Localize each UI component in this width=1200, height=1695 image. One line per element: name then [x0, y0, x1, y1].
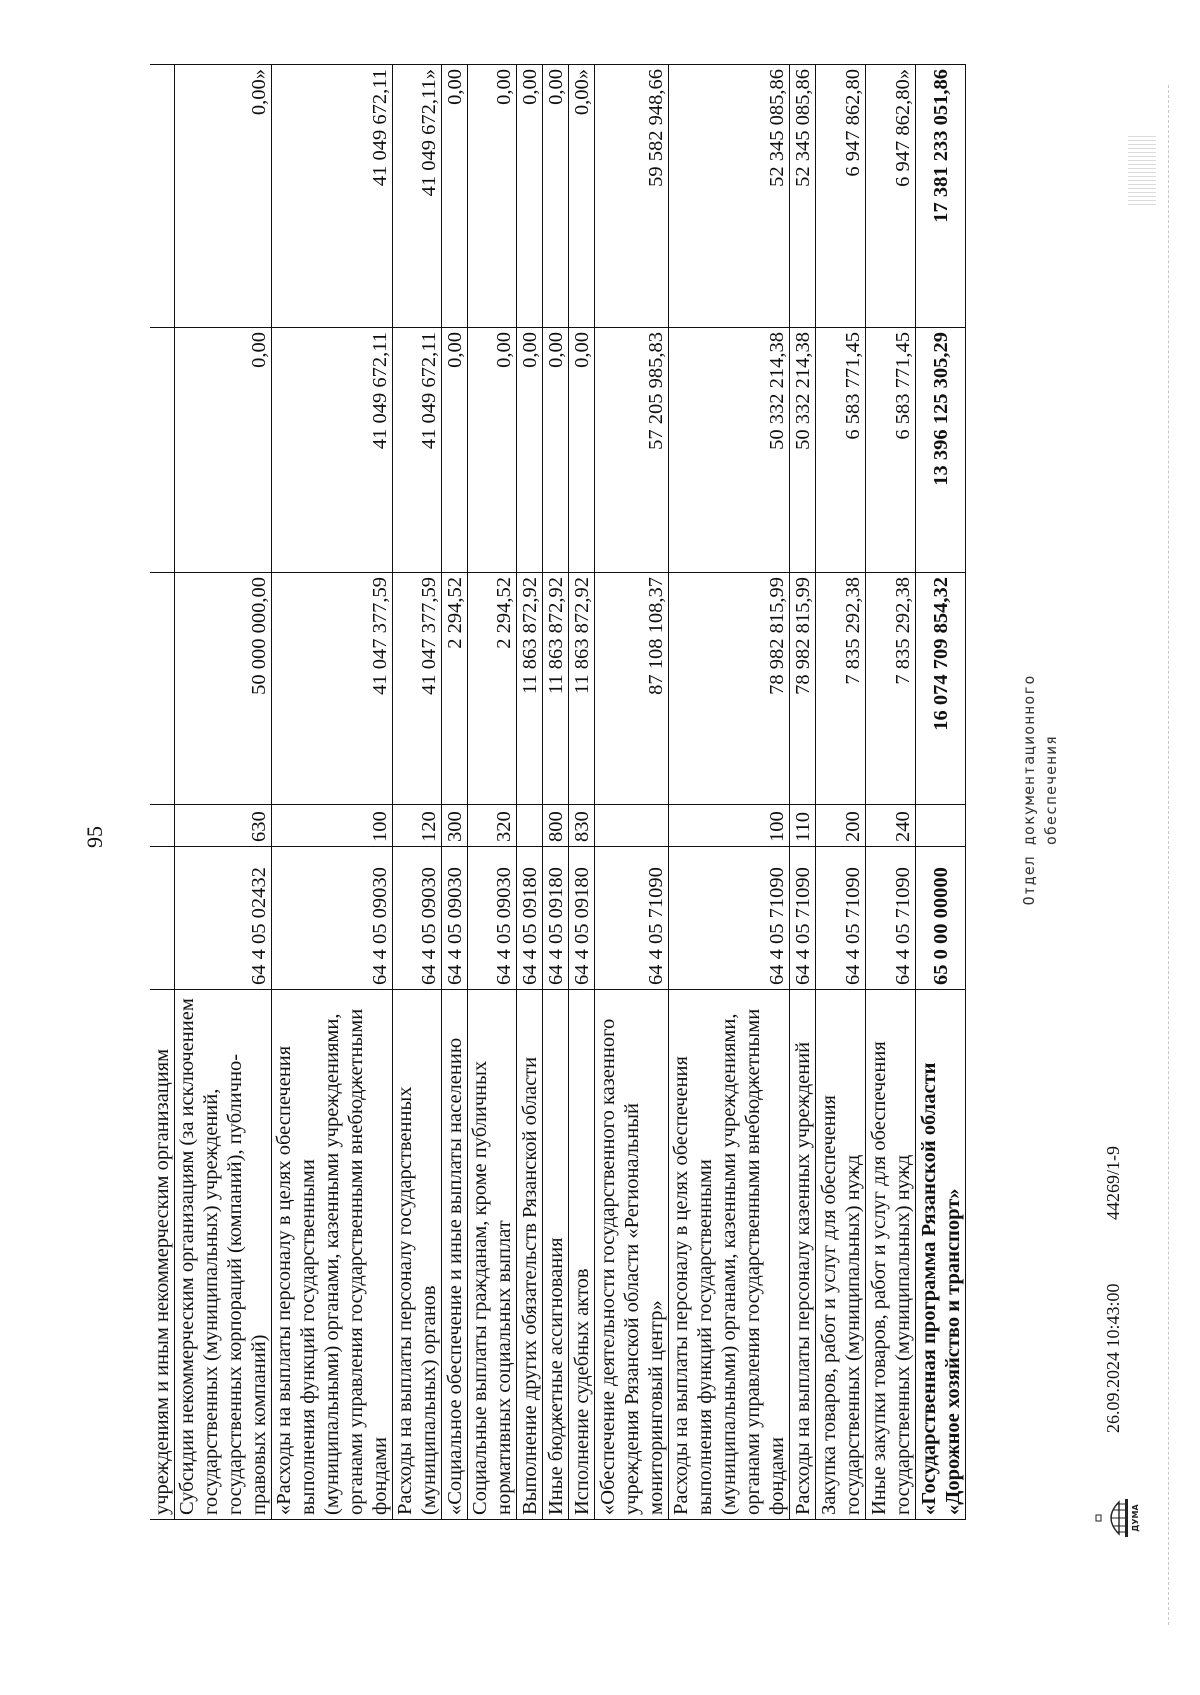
row-vr: 100 — [669, 805, 790, 847]
department-stamp: Отдел документационного обеспечения — [1020, 674, 1060, 906]
table-row — [569, 65, 595, 1520]
row-amount-1 — [150, 573, 175, 805]
table-row — [442, 65, 468, 1520]
duma-logo-icon — [1095, 1496, 1141, 1540]
row-vr: 320 — [468, 805, 517, 847]
row-amount-1: 11 863 872,92 — [543, 573, 569, 805]
row-code: 64 4 05 71090 — [595, 847, 669, 990]
row-amount-1: 7 835 292,38 — [816, 573, 866, 805]
row-code: 64 4 05 09180 — [543, 847, 569, 990]
row-amount-3: 41 049 672,11 — [272, 65, 393, 328]
row-name: Расходы на выплаты персоналу казенных учреждений — [790, 990, 816, 1520]
row-code: 64 4 05 71090 — [790, 847, 816, 990]
row-vr — [517, 805, 543, 847]
row-code: 65 0 00 00000 — [916, 847, 966, 990]
row-amount-2: 41 049 672,11 — [393, 328, 442, 573]
row-amount-1: 41 047 377,59 — [393, 573, 442, 805]
table-row — [595, 65, 669, 1520]
page-number: 95 — [82, 826, 107, 848]
row-amount-2: 0,00 — [468, 328, 517, 573]
table-row — [543, 65, 569, 1520]
scan-edge-line — [1168, 85, 1169, 1625]
table-row — [866, 65, 916, 1520]
table-row — [272, 65, 393, 1520]
row-amount-1: 2 294,52 — [468, 573, 517, 805]
row-amount-1: 87 108 108,37 — [595, 573, 669, 805]
row-amount-2: 50 332 214,38 — [790, 328, 816, 573]
row-amount-3 — [150, 65, 175, 328]
row-amount-2: 57 205 985,83 — [595, 328, 669, 573]
row-name: Иные бюджетные ассигнования — [543, 990, 569, 1520]
table-row — [517, 65, 543, 1520]
row-vr: 120 — [393, 805, 442, 847]
row-amount-3: 0,00» — [569, 65, 595, 328]
row-name: Субсидии некоммерческим организациям (за исключением государственных (муниципальных) учреждений, государственных корпораций (компаний), публично-правовых компаний) — [175, 990, 272, 1520]
row-amount-1: 50 000 000,00 — [175, 573, 272, 805]
budget-table — [150, 64, 966, 1520]
row-amount-3: 59 582 948,66 — [595, 65, 669, 328]
row-vr — [150, 805, 175, 847]
table-row-total — [916, 65, 966, 1520]
row-amount-2: 6 583 771,45 — [866, 328, 916, 573]
row-vr: 800 — [543, 805, 569, 847]
row-code: 64 4 05 09030 — [272, 847, 393, 990]
row-amount-2: 13 396 125 305,29 — [916, 328, 966, 573]
row-vr: 830 — [569, 805, 595, 847]
row-amount-2: 50 332 214,38 — [669, 328, 790, 573]
scan-noise — [1128, 135, 1156, 205]
row-name: Иные закупки товаров, работ и услуг для обеспечения государственных (муниципальных) нужд — [866, 990, 916, 1520]
row-name: Расходы на выплаты персоналу в целях обеспечения выполнения функций государственными (муниципальными) органами, казенными учреждениями, органами управления государственными внебюджетными фондами — [669, 990, 790, 1520]
row-amount-1: 78 982 815,99 — [669, 573, 790, 805]
row-amount-3: 52 345 085,86 — [790, 65, 816, 328]
row-amount-1: 78 982 815,99 — [790, 573, 816, 805]
row-name: Выполнение других обязательств Рязанской области — [517, 990, 543, 1520]
row-code: 64 4 05 02432 — [175, 847, 272, 990]
row-name: «Социальное обеспечение и иные выплаты населению — [442, 990, 468, 1520]
table-row — [175, 65, 272, 1520]
row-amount-1: 16 074 709 854,32 — [916, 573, 966, 805]
stamp-date: 26.09.2024 10:43:00 — [1103, 1283, 1123, 1433]
row-code: 64 4 05 09180 — [517, 847, 543, 990]
row-vr: 200 — [816, 805, 866, 847]
row-name: учреждениям и иным некоммерческим организациям — [150, 990, 175, 1520]
row-amount-2: 41 049 672,11 — [272, 328, 393, 573]
row-code: 64 4 05 71090 — [816, 847, 866, 990]
row-amount-2: 6 583 771,45 — [816, 328, 866, 573]
table-row — [468, 65, 517, 1520]
row-amount-3: 52 345 085,86 — [669, 65, 790, 328]
table-row — [150, 65, 175, 1520]
row-amount-3: 17 381 233 051,86 — [916, 65, 966, 328]
row-name: Социальные выплаты гражданам, кроме публичных нормативных социальных выплат — [468, 990, 517, 1520]
row-amount-1: 2 294,52 — [442, 573, 468, 805]
row-vr — [595, 805, 669, 847]
row-vr: 110 — [790, 805, 816, 847]
row-code: 64 4 05 09180 — [569, 847, 595, 990]
table-row — [790, 65, 816, 1520]
row-code — [150, 847, 175, 990]
row-amount-1: 11 863 872,92 — [569, 573, 595, 805]
stamp-doc-number: 44269/1-9 — [1103, 1146, 1123, 1220]
row-vr — [916, 805, 966, 847]
row-name: «Государственная программа Рязанской области «Дорожное хозяйство и транспорт» — [916, 990, 966, 1520]
row-amount-1: 7 835 292,38 — [866, 573, 916, 805]
row-amount-3: 0,00» — [175, 65, 272, 328]
row-code: 64 4 05 09030 — [393, 847, 442, 990]
row-vr: 630 — [175, 805, 272, 847]
row-name: «Расходы на выплаты персоналу в целях обеспечения выполнения функций государственными (муниципальными) органами, казенными учреждениями, органами управления государственными внебюджетными фондами — [272, 990, 393, 1520]
row-amount-3: 0,00 — [442, 65, 468, 328]
row-name: Закупка товаров, работ и услуг для обеспечения государственных (муниципальных) нужд — [816, 990, 866, 1520]
row-code: 64 4 05 09030 — [468, 847, 517, 990]
row-name: Исполнение судебных актов — [569, 990, 595, 1520]
budget-table-body — [150, 65, 966, 1520]
row-amount-2: 0,00 — [175, 328, 272, 573]
row-amount-1: 41 047 377,59 — [272, 573, 393, 805]
row-amount-3: 0,00 — [468, 65, 517, 328]
row-name: Расходы на выплаты персоналу государственных (муниципальных) органов — [393, 990, 442, 1520]
row-vr: 300 — [442, 805, 468, 847]
row-amount-3: 0,00 — [517, 65, 543, 328]
row-vr: 100 — [272, 805, 393, 847]
row-amount-1: 11 863 872,92 — [517, 573, 543, 805]
row-amount-2 — [150, 328, 175, 573]
row-amount-2: 0,00 — [517, 328, 543, 573]
row-amount-2: 0,00 — [442, 328, 468, 573]
row-code: 64 4 05 71090 — [866, 847, 916, 990]
row-code: 64 4 05 09030 — [442, 847, 468, 990]
row-vr: 240 — [866, 805, 916, 847]
row-amount-3: 41 049 672,11» — [393, 65, 442, 328]
row-amount-2: 0,00 — [569, 328, 595, 573]
row-name: «Обеспечение деятельности государственного казенного учреждения Рязанской области «Региональный мониторинговый центр» — [595, 990, 669, 1520]
row-code: 64 4 05 71090 — [669, 847, 790, 990]
row-amount-3: 0,00 — [543, 65, 569, 328]
logo-text: ДУМА — [1131, 1504, 1140, 1532]
row-amount-2: 0,00 — [543, 328, 569, 573]
row-amount-3: 6 947 862,80 — [816, 65, 866, 328]
row-amount-3: 6 947 862,80» — [866, 65, 916, 328]
table-row — [393, 65, 442, 1520]
table-row — [669, 65, 790, 1520]
table-row — [816, 65, 866, 1520]
